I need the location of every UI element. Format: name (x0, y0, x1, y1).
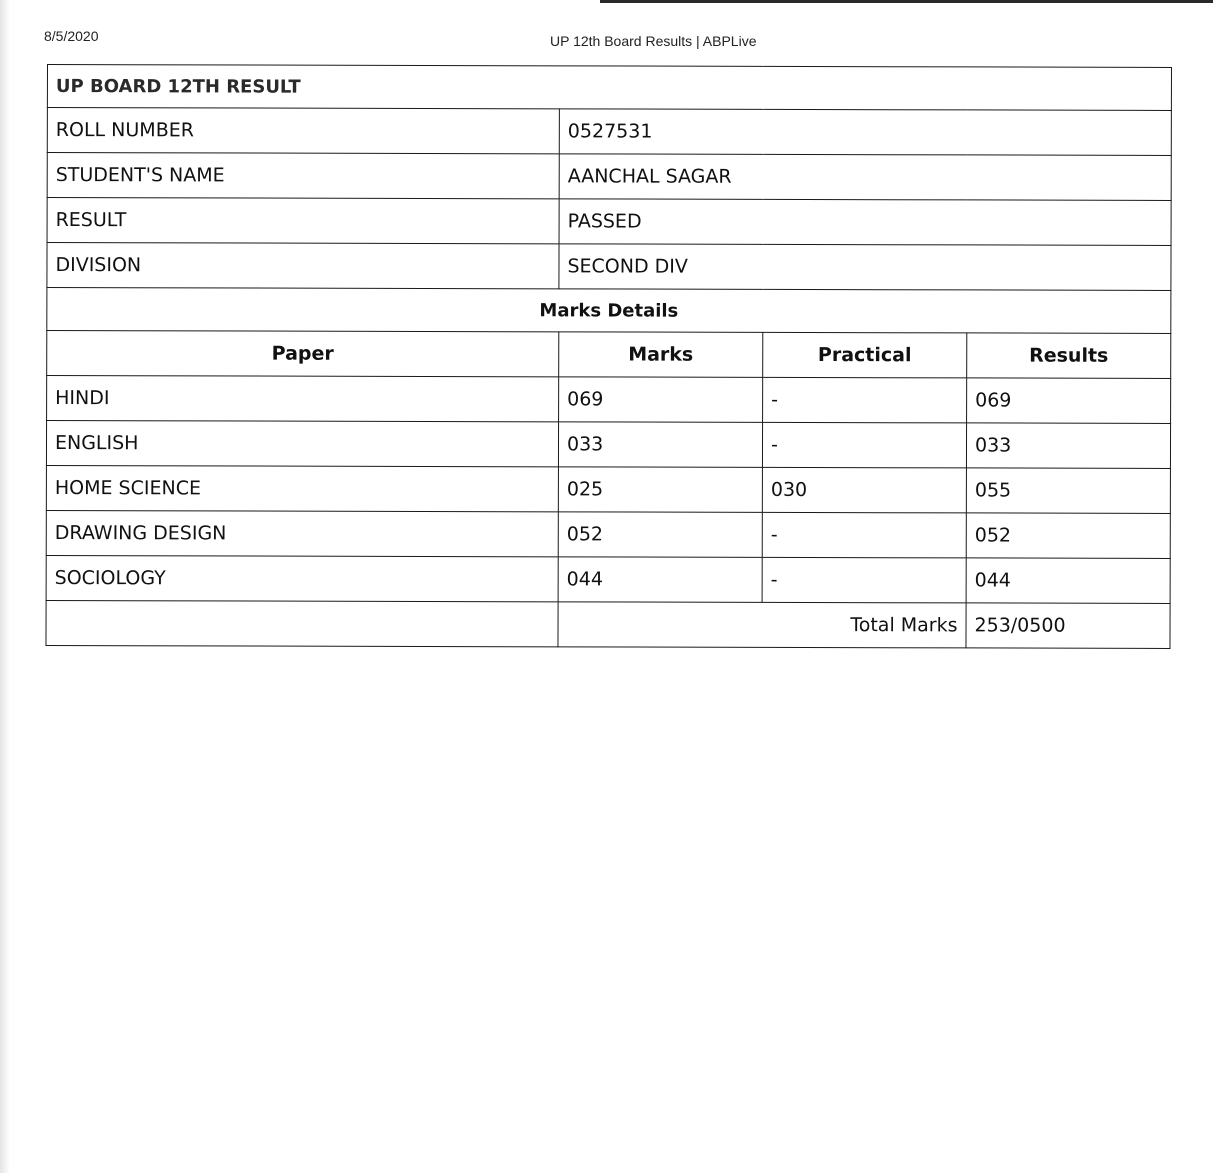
result-title: UP BOARD 12TH RESULT (47, 65, 1171, 111)
result-cell: 052 (966, 513, 1170, 559)
info-row-result (47, 198, 1171, 246)
column-header-marks: Marks (559, 332, 763, 378)
column-header-paper: Paper (47, 331, 559, 377)
marks-cell: 069 (559, 377, 763, 423)
info-row-student-name (47, 153, 1171, 201)
practical-cell: - (763, 377, 967, 423)
info-value: PASSED (559, 199, 1171, 246)
paper-cell: DRAWING DESIGN (46, 510, 558, 556)
marks-cell: 044 (558, 557, 762, 603)
scan-page-shadow (0, 0, 10, 1173)
info-value: AANCHAL SAGAR (559, 154, 1171, 201)
table-row (46, 555, 1170, 603)
column-header-practical: Practical (763, 332, 967, 378)
table-row (46, 510, 1170, 558)
marks-cell: 033 (558, 422, 762, 468)
info-label: DIVISION (47, 243, 559, 289)
paper-cell: HOME SCIENCE (46, 465, 558, 511)
marks-section-title: Marks Details (47, 288, 1171, 334)
total-marks-label: Total Marks (558, 602, 966, 648)
paper-cell: ENGLISH (46, 421, 558, 467)
table-row (46, 421, 1170, 469)
result-table (45, 64, 1172, 649)
practical-cell: - (762, 557, 966, 603)
print-date: 8/5/2020 (44, 28, 99, 44)
table-row (47, 376, 1171, 424)
info-row-roll-number (47, 108, 1171, 156)
result-cell: 069 (967, 378, 1171, 424)
marks-header-row (47, 331, 1171, 379)
info-label: STUDENT'S NAME (47, 153, 559, 199)
result-cell: 044 (966, 558, 1170, 604)
paper-cell: HINDI (47, 376, 559, 422)
practical-cell: - (762, 422, 966, 468)
marks-cell: 052 (558, 512, 762, 558)
total-row (46, 600, 1170, 648)
practical-cell: 030 (762, 467, 966, 513)
table-row (46, 465, 1170, 513)
total-marks-value: 253/0500 (966, 603, 1170, 649)
scan-top-edge (600, 0, 1213, 3)
print-page-title: UP 12th Board Results | ABPLive (550, 33, 757, 49)
result-cell: 033 (966, 423, 1170, 469)
marks-cell: 025 (558, 467, 762, 513)
info-label: RESULT (47, 198, 559, 244)
result-title-row (47, 65, 1171, 111)
column-header-results: Results (967, 333, 1171, 379)
info-value: SECOND DIV (559, 244, 1171, 291)
result-cell: 055 (966, 468, 1170, 514)
practical-cell: - (762, 512, 966, 558)
info-row-division (47, 243, 1171, 291)
marks-section-row (47, 288, 1171, 334)
info-label: ROLL NUMBER (47, 108, 559, 154)
info-value: 0527531 (559, 109, 1171, 156)
total-empty-cell (46, 600, 558, 646)
paper-cell: SOCIOLOGY (46, 555, 558, 601)
